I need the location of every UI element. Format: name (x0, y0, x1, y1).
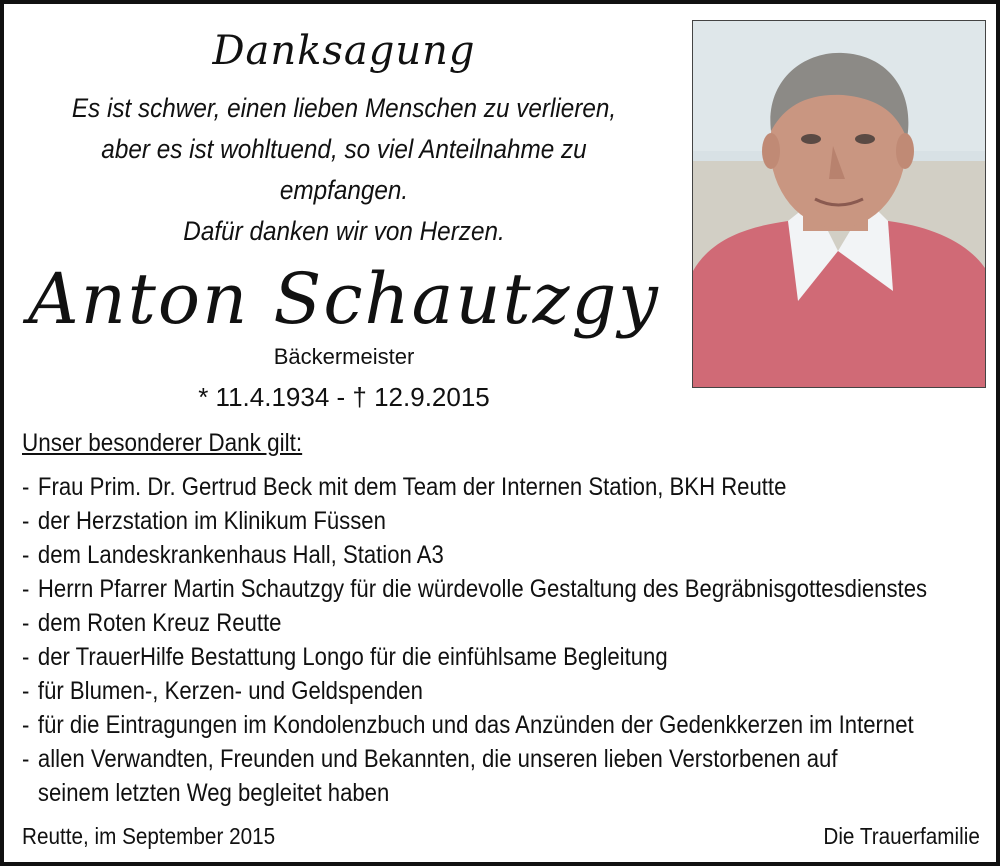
signature: Die Trauerfamilie (823, 823, 980, 849)
thanks-item (22, 470, 873, 504)
thanks-item-text: Frau Prim. Dr. Gertrud Beck mit dem Team der Internen Station, BKH Reutte (37, 473, 787, 501)
portrait-photo (692, 20, 986, 388)
dash-bullet: - (22, 609, 30, 637)
dash-bullet: - (22, 507, 30, 535)
thanks-item-text: seinem letzten Weg begleitet haben (37, 779, 390, 807)
thanks-item-text: dem Roten Kreuz Reutte (37, 609, 282, 637)
dash-bullet: - (22, 677, 30, 705)
thanks-item (22, 504, 873, 538)
thanks-item-text: Herrn Pfarrer Martin Schautzgy für die würdevolle Gestaltung des Begräbnisgottesdienstes (37, 575, 928, 603)
intro-line: Dafür danken wir von Herzen. (183, 216, 505, 246)
dash-bullet: - (22, 643, 30, 671)
thanks-item (22, 572, 928, 606)
thanks-item (22, 674, 873, 708)
thanks-item-text: der TrauerHilfe Bestattung Longo für die einfühlsame Begleitung (37, 643, 668, 671)
thanks-item (22, 538, 873, 572)
place-date: Reutte, im September 2015 (22, 823, 276, 849)
deceased-profession: Bäckermeister (273, 344, 415, 369)
dash-bullet: - (22, 711, 30, 739)
dash-bullet: - (22, 745, 30, 773)
thanks-item-text: der Herzstation im Klinikum Füssen (37, 507, 386, 535)
life-dates: * 11.4.1934 - † 12.9.2015 (198, 382, 490, 412)
thanks-item-text: für Blumen-, Kerzen- und Geldspenden (37, 677, 423, 705)
thanks-section (22, 426, 984, 810)
thanks-item (22, 742, 873, 776)
dash-bullet: - (22, 473, 30, 501)
thanks-heading: Unser besonderer Dank gilt: (22, 429, 303, 457)
dash-bullet: - (22, 575, 30, 603)
thanks-item (22, 640, 873, 674)
dash-bullet: - (22, 541, 30, 569)
portrait-illustration (693, 21, 986, 388)
thanks-item-text: dem Landeskrankenhaus Hall, Station A3 (37, 541, 444, 569)
intro-line: Es ist schwer, einen lieben Menschen zu verlieren, (71, 93, 617, 123)
thanks-list (22, 470, 984, 810)
thanks-item-text: allen Verwandten, Freunden und Bekannten, die unseren lieben Verstorbenen auf (37, 745, 838, 773)
thanks-item (22, 606, 873, 640)
deceased-name: Anton Schautzgy (28, 258, 660, 340)
thanks-item (22, 708, 914, 742)
intro-line: aber es ist wohltuend, so viel Anteilnahme zu empfangen. (101, 134, 587, 205)
thanks-item-continuation (22, 776, 873, 810)
notice-title: Danksagung (212, 28, 476, 74)
thanks-item-text: für die Eintragungen im Kondolenzbuch und das Anzünden der Gedenkkerzen im Internet (37, 711, 914, 739)
notice-header (8, 26, 680, 416)
